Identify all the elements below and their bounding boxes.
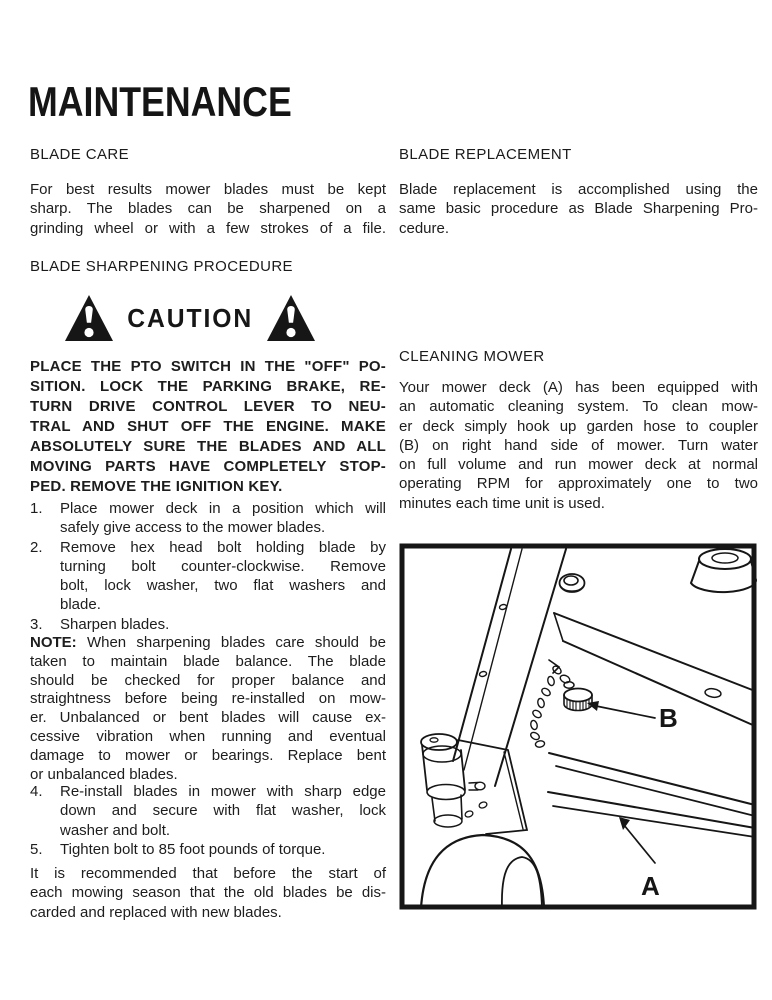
- step-number: 3.: [30, 615, 43, 633]
- numbered-list-1-3: [30, 499, 386, 634]
- text-line: cessive vibration when running and eventual: [30, 727, 386, 745]
- text-line: or unbalanced blades.: [30, 765, 178, 783]
- list-item: [30, 538, 386, 615]
- heading-blade-sharpening: BLADE SHARPENING PROCEDURE: [30, 258, 293, 275]
- text-line: carded and replaced with new blades.: [30, 903, 282, 921]
- mower-deck-illustration: [399, 543, 757, 911]
- heading-blade-care: BLADE CARE: [30, 146, 130, 163]
- text-line: Place mower deck in a position which will: [60, 500, 386, 517]
- deck-foot-cone: [691, 549, 756, 592]
- heading-cleaning-mower: CLEANING MOWER: [399, 348, 545, 365]
- mower-deck-figure: [399, 543, 757, 911]
- text-line: blade.: [60, 596, 101, 614]
- step-text: [60, 840, 386, 859]
- text-line: safely give access to the mower blades.: [60, 519, 326, 537]
- text-line: MOVING PARTS HAVE COMPLETELY STOP-: [30, 458, 386, 475]
- warning-triangle-left-icon: [64, 294, 114, 342]
- text-line: taken to maintain blade balance. The blade: [30, 652, 386, 670]
- list-item: [30, 615, 386, 634]
- text-line: Remove hex head bolt holding blade by: [60, 538, 386, 556]
- text-line: TRAL AND SHUT OFF THE ENGINE. MAKE: [30, 418, 386, 435]
- page-title: MAINTENANCE: [28, 78, 292, 125]
- text-line: an automatic cleaning system. To clean mow-: [399, 398, 758, 416]
- step-text: [60, 499, 386, 538]
- text-line: same basic procedure as Blade Sharpening Pro-: [399, 200, 758, 218]
- text-line: Re-install blades in mower with sharp edge: [60, 783, 386, 800]
- step-number: 1.: [30, 500, 43, 517]
- step-text: [60, 782, 386, 840]
- list-item: [30, 840, 386, 859]
- list-item: [30, 782, 386, 840]
- text-line: SITION. LOCK THE PARKING BRAKE, RE-: [30, 378, 386, 395]
- text-line: straightness before being re-installed on mow-: [30, 690, 386, 708]
- paragraph-caution: [30, 357, 386, 497]
- list-item: [30, 499, 386, 538]
- text-line: NOTE: When sharpening blades care should be: [30, 634, 386, 651]
- step-number: 5.: [30, 840, 43, 858]
- arrow-a: [619, 817, 655, 863]
- caster-wheel: [421, 835, 544, 908]
- text-line: ABSOLUTELY SURE THE BLADES AND ALL: [30, 438, 386, 455]
- figure-frame: [402, 546, 754, 907]
- arrow-b: [587, 701, 655, 718]
- text-line: each mowing season that the old blades be dis-: [30, 884, 386, 902]
- numbered-list-4-5: [30, 782, 386, 859]
- text-line: grinding wheel or with a few strokes of a file.: [30, 219, 386, 237]
- text-line: er deck simply hook up garden hose to coupler: [399, 417, 758, 435]
- text-line: bolt, lock washer, two flat washers and: [60, 577, 386, 595]
- text-line: For best results mower blades must be kept: [30, 181, 386, 198]
- paragraph-blade-replacement: [399, 180, 758, 238]
- text-line: PED. REMOVE THE IGNITION KEY.: [30, 478, 283, 495]
- text-line: er. Unbalanced or bent blades will cause ex-: [30, 709, 386, 727]
- step-number: 2.: [30, 538, 43, 556]
- text-line: (B) on right hand side of mower. Turn water: [399, 436, 758, 454]
- paragraph-cleaning-mower: [399, 378, 758, 513]
- caution-banner: [64, 291, 316, 345]
- paragraph-blade-care: [30, 180, 386, 238]
- figure-label-b: B: [659, 703, 678, 733]
- text-line: TURN DRIVE CONTROL LEVER TO NEU-: [30, 398, 386, 415]
- note-label: NOTE:: [30, 634, 87, 651]
- text-line: Tighten bolt to 85 foot pounds of torque.: [60, 840, 326, 858]
- text-line: should be checked for proper balance and: [30, 671, 386, 689]
- text-line: Your mower deck (A) has been equipped with: [399, 379, 758, 396]
- figure-label-a: A: [641, 871, 660, 901]
- text-line: minutes each time unit is used.: [399, 494, 605, 512]
- text-line: cedure.: [399, 219, 450, 237]
- text-line: sharp. The blades can be sharpened on a: [30, 200, 386, 218]
- paragraph-note: [30, 634, 386, 784]
- text-line: turning bolt counter-clockwise. Remove: [60, 557, 386, 575]
- step-number: 4.: [30, 783, 43, 800]
- caster-assembly: [421, 734, 527, 834]
- deck-edge-lines: [548, 613, 755, 837]
- text-line: It is recommended that before the start of: [30, 865, 386, 882]
- hex-bolt: [560, 574, 585, 592]
- step-text: [60, 615, 386, 634]
- text-line: Blade replacement is accomplished using the: [399, 181, 758, 198]
- coupler-cap: [564, 682, 592, 711]
- text-line: Sharpen blades.: [60, 615, 170, 633]
- text-line: PLACE THE PTO SWITCH IN THE "OFF" PO-: [30, 358, 386, 375]
- text-line: down and secure with flat washer, lock: [60, 802, 386, 820]
- text-line: washer and bolt.: [60, 821, 171, 839]
- text-line: operating RPM for approximately one to two: [399, 475, 758, 493]
- warning-triangle-right-icon: [266, 294, 316, 342]
- caution-label: CAUTION: [127, 302, 253, 333]
- text-line: damage to mower or bearings. Replace bent: [30, 746, 386, 764]
- deck-rail: [453, 549, 566, 786]
- text-line: on full volume and run mower deck at normal: [399, 456, 758, 474]
- heading-blade-replacement: BLADE REPLACEMENT: [399, 146, 572, 163]
- paragraph-closing: [30, 864, 386, 922]
- step-text: [60, 538, 386, 615]
